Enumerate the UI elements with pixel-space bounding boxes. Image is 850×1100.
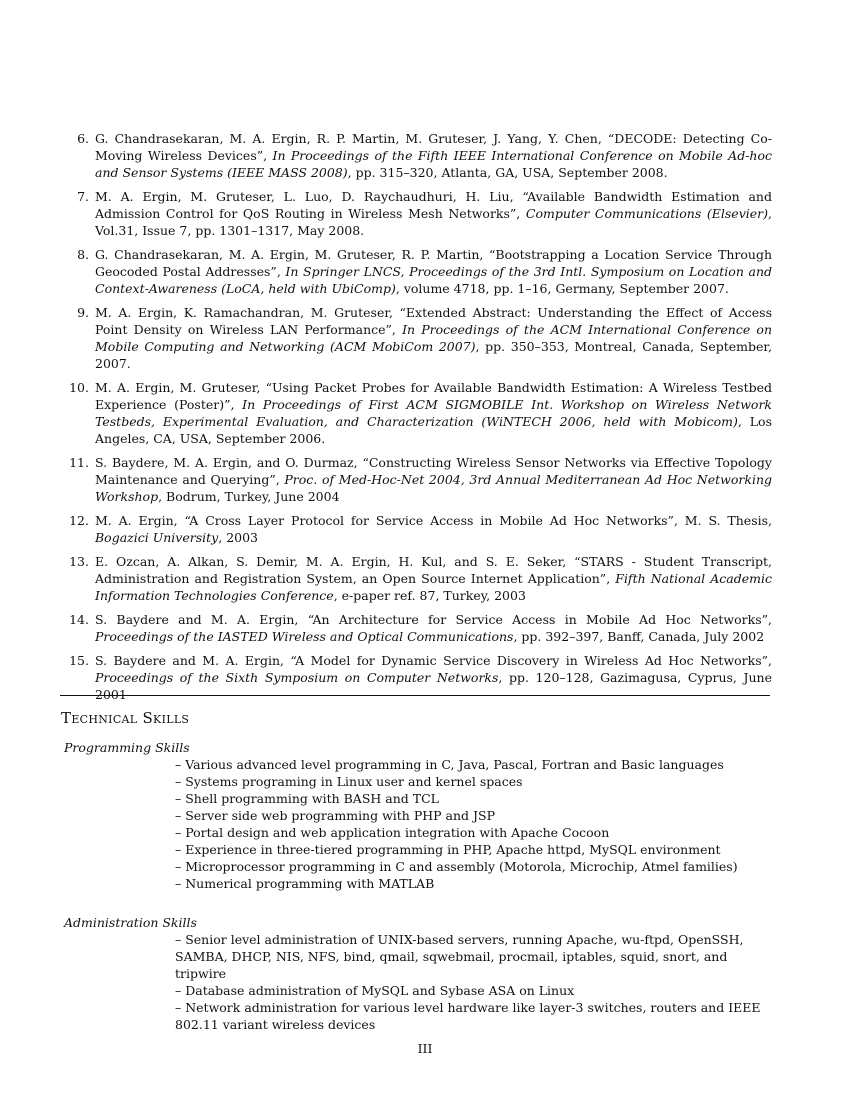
publication-item [60, 454, 772, 505]
skill-item: – Network administration for various level hardware like layer-3 switches, routers and IEEE 802.11 variant wireless devices [175, 1000, 761, 1032]
section-title-word: kills [153, 709, 190, 727]
publication-details: , 2003 [218, 530, 259, 545]
publication-number: 14. [69, 612, 89, 627]
publication-item [60, 379, 772, 447]
administration-skills-group [64, 914, 770, 1033]
publication-details: , e-paper ref. 87, Turkey, 2003 [333, 588, 526, 603]
skill-item: – Shell programming with BASH and TCL [175, 791, 439, 806]
page-number: III [417, 1041, 433, 1056]
publication-item [60, 512, 772, 546]
section-divider [60, 695, 770, 696]
administration-skills-label: Administration Skills [64, 915, 197, 930]
publication-number: 6. [77, 131, 89, 146]
publication-number: 15. [69, 653, 89, 668]
publication-text: S. Baydere and M. A. Ergin, “An Architecture for Service Access in Mobile Ad Hoc Networks”, [95, 612, 772, 627]
publication-list [60, 130, 772, 710]
publication-number: 11. [69, 455, 89, 470]
skill-item: – Senior level administration of UNIX-based servers, running Apache, wu-ftpd, OpenSSH, SAMBA, DHCP, NIS, NFS, bind, qmail, sqwebmail, procmail, iptables, squid, snort, and tripwire [175, 932, 744, 981]
publication-text: M. A. Ergin, M. Gruteser, L. Luo, D. Raychaudhuri, H. Liu, “Available Bandwidth Estimation and Admission Control for QoS Routing in Wireless Mesh Networks”, [95, 189, 772, 221]
publication-details: , Los Angeles, CA, USA, September 2006. [95, 414, 772, 446]
publication-number: 8. [77, 247, 89, 262]
section-title [61, 708, 189, 728]
publication-venue: Fifth National Academic Information Technologies Conference [95, 571, 772, 603]
publication-item [60, 304, 772, 372]
administration-skills-list [175, 931, 770, 1033]
publication-venue: Proc. of Med-Hoc-Net 2004, 3rd Annual Mediterranean Ad Hoc Networking Workshop [95, 472, 772, 504]
publication-number: 10. [69, 380, 89, 395]
publication-details: , Vol.31, Issue 7, pp. 1301–1317, May 2008. [95, 206, 773, 238]
publication-venue: In Proceedings of First ACM SIGMOBILE Int. Workshop on Wireless Network Testbeds, Experimental Evaluation, and Characterization (WiNTECH 2006, held with Mobicom) [95, 397, 772, 429]
publication-number: 13. [69, 554, 89, 569]
publication-text: E. Ozcan, A. Alkan, S. Demir, M. A. Ergin, H. Kul, and S. E. Seker, “STARS - Student Transcript, Administration and Registration System, an Open Source Internet Application”, [95, 554, 772, 586]
publication-text: M. A. Ergin, K. Ramachandran, M. Gruteser, “Extended Abstract: Understanding the Effect of Access Point Density on Wireless LAN Performance”, [95, 305, 772, 337]
publication-item [60, 130, 772, 181]
publication-text: G. Chandrasekaran, M. A. Ergin, R. P. Martin, M. Gruteser, J. Yang, Y. Chen, “DECODE: Detecting Co-Moving Wireless Devices”, [95, 131, 772, 163]
skill-item: – Experience in three-tiered programming in PHP, Apache httpd, MySQL environment [175, 842, 721, 857]
publication-item [60, 246, 772, 297]
skill-item: – Portal design and web application integration with Apache Cocoon [175, 825, 610, 840]
publication-venue: In Proceedings of the Fifth IEEE International Conference on Mobile Ad-hoc and Sensor Systems (IEEE MASS 2008) [95, 148, 772, 180]
skill-item: – Systems programing in Linux user and kernel spaces [175, 774, 523, 789]
publication-details: , pp. 350–353, Montreal, Canada, September, 2007. [95, 339, 772, 371]
skill-item: – Database administration of MySQL and Sybase ASA on Linux [175, 983, 575, 998]
publication-venue: In Proceedings of the ACM International Conference on Mobile Computing and Networking (ACM MobiCom 2007) [95, 322, 772, 354]
skill-item: – Numerical programming with MATLAB [175, 876, 435, 891]
publication-details: , pp. 392–397, Banff, Canada, July 2002 [513, 629, 765, 644]
publication-text: G. Chandrasekaran, M. A. Ergin, M. Gruteser, R. P. Martin, “Bootstrapping a Location Service Through Geocoded Postal Addresses”, [95, 247, 772, 279]
publication-venue: Proceedings of the Sixth Symposium on Computer Networks [95, 670, 499, 685]
programming-skills-group [64, 739, 770, 892]
publication-details: , Bodrum, Turkey, June 2004 [158, 489, 340, 504]
publication-text: S. Baydere and M. A. Ergin, “A Model for Dynamic Service Discovery in Wireless Ad Hoc Networks”, [95, 653, 772, 668]
publication-details: , volume 4718, pp. 1–16, Germany, September 2007. [395, 281, 729, 296]
publication-number: 7. [77, 189, 89, 204]
publication-item [60, 611, 772, 645]
publication-venue: In Springer LNCS, Proceedings of the 3rd Intl. Symposium on Location and Context-Awareness (LoCA, held with UbiComp) [95, 264, 772, 296]
publication-venue: Bogazici University [95, 530, 219, 545]
publication-item [60, 188, 772, 239]
publication-details: , pp. 315–320, Atlanta, GA, USA, September 2008. [347, 165, 668, 180]
skill-item: – Various advanced level programming in C, Java, Pascal, Fortran and Basic languages [175, 757, 724, 772]
publication-text: M. A. Ergin, M. Gruteser, “Using Packet Probes for Available Bandwidth Estimation: A Wireless Testbed Experience (Poster)”, [95, 380, 772, 412]
section-title-word: echnical [71, 709, 138, 727]
programming-skills-list [175, 756, 770, 892]
publication-number: 12. [69, 513, 89, 528]
publication-text: S. Baydere, M. A. Ergin, and O. Durmaz, “Constructing Wireless Sensor Networks via Effective Topology Maintenance and Querying”, [95, 455, 772, 487]
section-title-initial: S [142, 709, 154, 727]
skill-item: – Server side web programming with PHP and JSP [175, 808, 495, 823]
publication-item [60, 553, 772, 604]
publication-details: , pp. 120–128, Gazimagusa, Cyprus, June 2001 [95, 670, 773, 702]
skill-item: – Microprocessor programming in C and assembly (Motorola, Microchip, Atmel families) [175, 859, 738, 874]
section-title-initial: T [61, 709, 72, 727]
publication-text: M. A. Ergin, “A Cross Layer Protocol for Service Access in Mobile Ad Hoc Networks”, M. S. Thesis, [95, 513, 772, 528]
publication-venue: Proceedings of the IASTED Wireless and Optical Communications [95, 629, 514, 644]
publication-number: 9. [77, 305, 89, 320]
publication-venue: Computer Communications (Elsevier) [525, 206, 769, 221]
programming-skills-label: Programming Skills [64, 740, 190, 755]
